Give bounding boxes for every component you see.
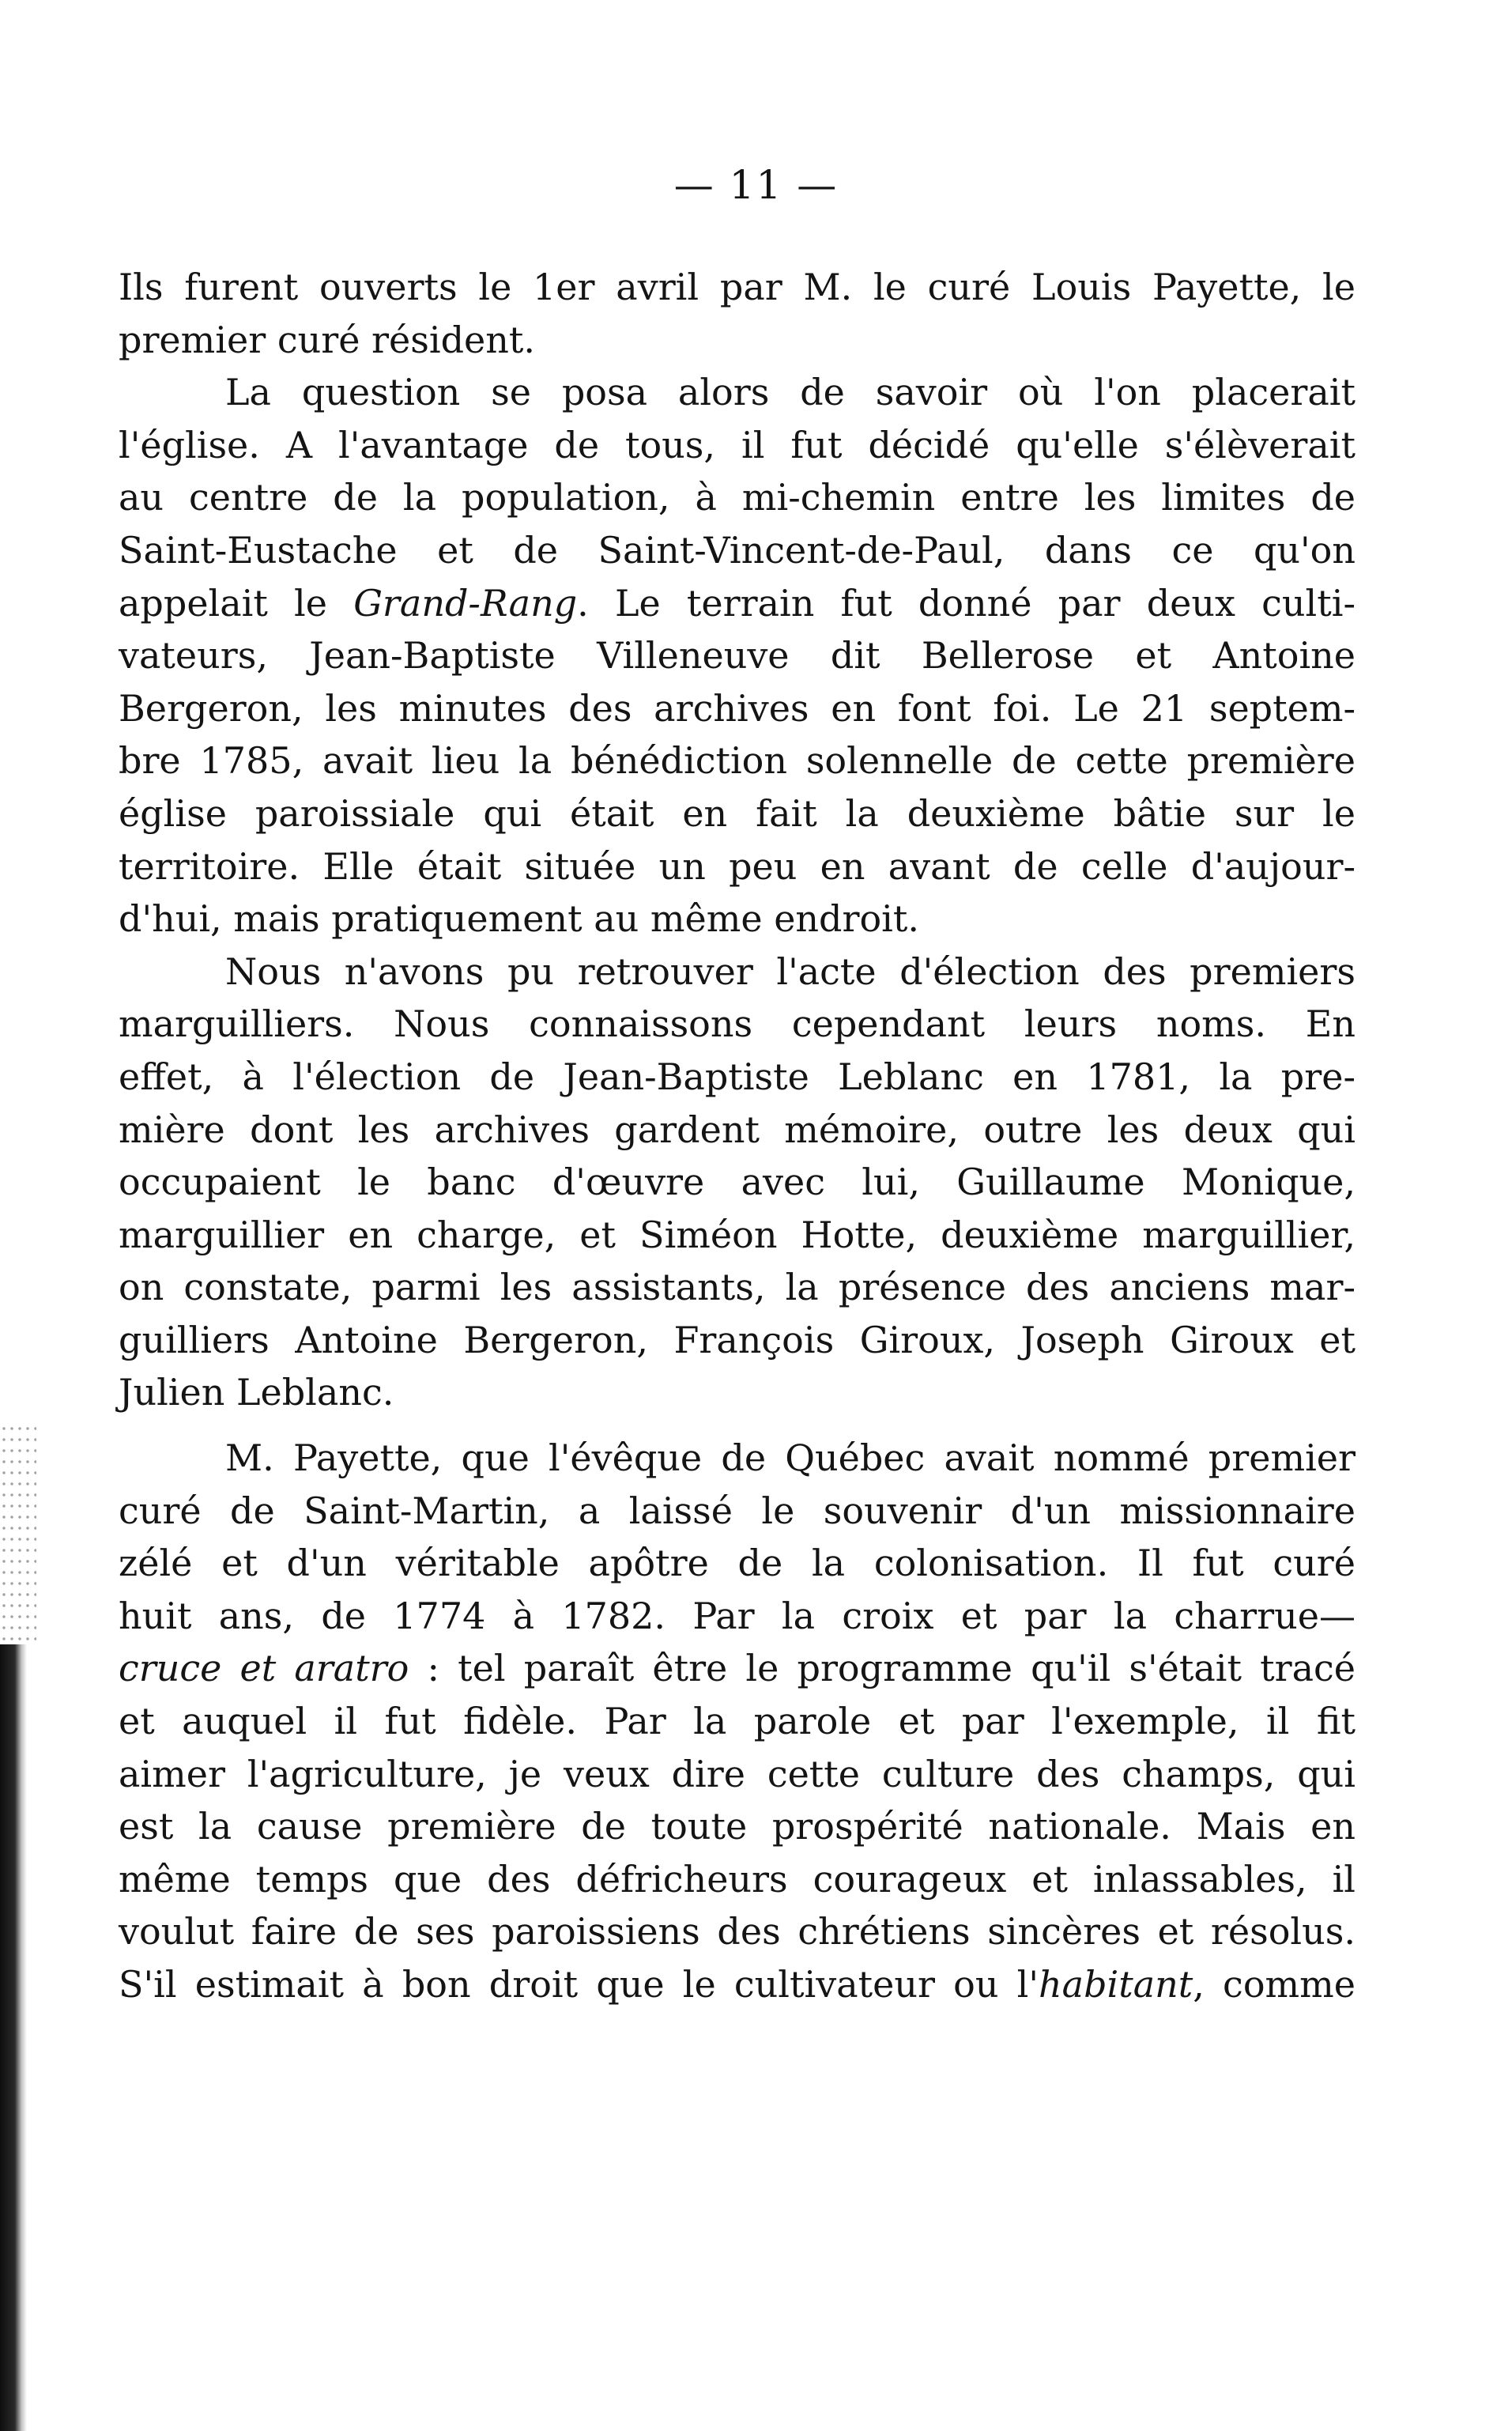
text-line xyxy=(119,577,1356,630)
text-line: curé de Saint-Martin, a laissé le souvenir d'un missionnaire xyxy=(119,1489,1356,1532)
text-line: l'église. A l'avantage de tous, il fut décidé qu'elle s'élèverait xyxy=(119,423,1356,466)
paragraph xyxy=(119,1432,1356,2011)
text-line: d'hui, mais pratiquement au même endroit. xyxy=(119,897,919,941)
page-number: — 11 — xyxy=(673,162,839,208)
text-line: Bergeron, les minutes des archives en font foi. Le 21 septem- xyxy=(119,686,1356,730)
text-line: bre 1785, avait lieu la bénédiction solennelle de cette première xyxy=(119,739,1356,783)
text-line: zélé et d'un véritable apôtre de la colonisation. Il fut curé xyxy=(119,1542,1356,1585)
text-line: territoire. Elle était située un peu en avant de celle d'aujour- xyxy=(119,844,1356,888)
text-line: Nous n'avons pu retrouver l'acte d'élection des premiers xyxy=(225,949,1356,993)
scan-artifact xyxy=(0,1423,36,1644)
binding-edge xyxy=(0,1644,27,2431)
text-line: premier curé résident. xyxy=(119,318,535,361)
line-text: . Le terrain fut donné par deux culti- xyxy=(577,581,1356,625)
text-line: mière dont les archives gardent mémoire, outre les deux qui xyxy=(119,1108,1356,1151)
text-line: même temps que des défricheurs courageux et inlassables, il xyxy=(119,1857,1356,1901)
text-line: Julien Leblanc. xyxy=(119,1371,394,1414)
italic-text: Grand-Rang xyxy=(353,581,578,625)
text-line: marguilliers. Nous connaissons cependant leurs noms. En xyxy=(119,1002,1356,1046)
text-line: vateurs, Jean-Baptiste Villeneuve dit Bellerose et Antoine xyxy=(119,634,1356,678)
body-text xyxy=(119,261,1356,2011)
line-text: S'il estimait à bon droit que le cultivateur ou l' xyxy=(119,1963,1039,2006)
text-line: et auquel il fut fidèle. Par la parole et par l'exemple, il fit xyxy=(119,1700,1356,1743)
text-line: aimer l'agriculture, je veux dire cette culture des champs, qui xyxy=(119,1752,1356,1795)
text-line: effet, à l'élection de Jean-Baptiste Leblanc en 1781, la pre- xyxy=(119,1055,1356,1098)
text-line: La question se posa alors de savoir où l'on placerait xyxy=(225,371,1356,414)
paragraph xyxy=(119,261,1356,366)
text-line: voulut faire de ses paroissiens des chrétiens sincères et résolus. xyxy=(119,1910,1356,1953)
text-line: occupaient le banc d'œuvre avec lui, Guillaume Monique, xyxy=(119,1161,1356,1204)
text-line xyxy=(119,1642,1356,1695)
text-line: guilliers Antoine Bergeron, François Giroux, Joseph Giroux et xyxy=(119,1318,1356,1361)
text-line: église paroissiale qui était en fait la deuxième bâtie sur le xyxy=(119,791,1356,835)
text-line: huit ans, de 1774 à 1782. Par la croix et par la charrue— xyxy=(119,1594,1356,1637)
paragraph xyxy=(119,946,1356,1419)
text-line: M. Payette, que l'évêque de Québec avait nommé premier xyxy=(225,1436,1356,1480)
text-line: est la cause première de toute prospérité nationale. Mais en xyxy=(119,1805,1356,1848)
line-text: : tel paraît être le programme qu'il s'était tracé xyxy=(409,1647,1356,1690)
text-line: Saint-Eustache et de Saint-Vincent-de-Paul, dans ce qu'on xyxy=(119,528,1356,572)
line-text: , comme xyxy=(1193,1963,1356,2006)
text-line: Ils furent ouverts le 1er avril par M. le curé Louis Payette, le xyxy=(119,266,1356,308)
italic-text: cruce et aratro xyxy=(119,1647,409,1690)
line-text: appelait le xyxy=(119,581,354,625)
text-line: on constate, parmi les assistants, la présence des anciens mar- xyxy=(119,1266,1356,1309)
text-line: marguillier en charge, et Siméon Hotte, deuxième marguillier, xyxy=(119,1213,1356,1256)
text-line xyxy=(119,1958,1356,2011)
paragraph xyxy=(119,366,1356,946)
text-line: au centre de la population, à mi-chemin entre les limites de xyxy=(119,476,1356,519)
italic-text: habitant xyxy=(1039,1963,1193,2006)
